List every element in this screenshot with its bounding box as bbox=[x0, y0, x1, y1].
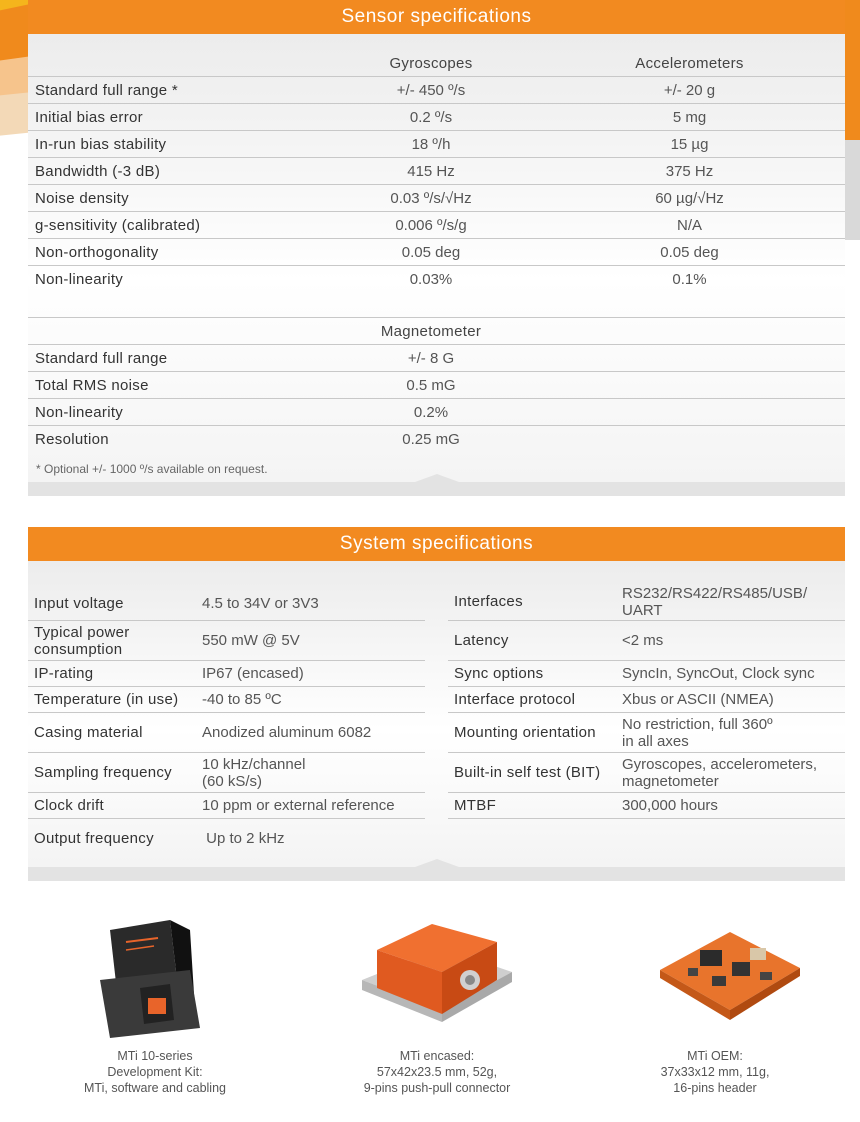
magnetometer-header-row bbox=[28, 318, 845, 345]
table-row: Mounting orientation No restriction, full 360º in all axes bbox=[448, 713, 845, 753]
sensor-table bbox=[28, 34, 845, 482]
product-gallery bbox=[0, 905, 860, 1105]
edge-decoration bbox=[844, 0, 860, 240]
encased-image bbox=[322, 910, 552, 1040]
product-oem bbox=[600, 910, 830, 1096]
table-row: Interface protocol Xbus or ASCII (NMEA) bbox=[448, 687, 845, 713]
product-caption: MTi 10-series Development Kit: MTi, software and cabling bbox=[84, 1049, 226, 1095]
dev-kit-image bbox=[40, 910, 270, 1040]
table-row: Non-linearity 0.2% bbox=[28, 399, 845, 426]
system-table bbox=[28, 561, 845, 867]
table-row: Total RMS noise 0.5 mG bbox=[28, 372, 845, 399]
product-dev-kit bbox=[40, 910, 270, 1096]
table-row: Latency <2 ms bbox=[448, 621, 845, 661]
table-row: Non-orthogonality 0.05 deg 0.05 deg bbox=[28, 239, 845, 266]
oem-image bbox=[600, 910, 830, 1040]
table-row: Initial bias error 0.2 º/s 5 mg bbox=[28, 104, 845, 131]
table-row: Input voltage 4.5 to 34V or 3V3 bbox=[28, 573, 425, 621]
system-title: System specifications bbox=[28, 527, 845, 561]
table-row: In-run bias stability 18 º/h 15 µg bbox=[28, 131, 845, 158]
table-row: Standard full range * +/- 450 º/s +/- 20 g bbox=[28, 77, 845, 104]
table-row: Standard full range +/- 8 G bbox=[28, 345, 845, 372]
table-row: Non-linearity 0.03% 0.1% bbox=[35, 270, 707, 288]
table-row: g-sensitivity (calibrated) 0.006 º/s/g N/A bbox=[28, 212, 845, 239]
table-row: Built-in self test (BIT) Gyroscopes, accelerometers, magnetometer bbox=[448, 753, 845, 793]
table-row: Resolution 0.25 mG bbox=[35, 430, 460, 448]
section-footer-band bbox=[28, 867, 845, 881]
table-row: Noise density 0.03 º/s/√Hz 60 µg/√Hz bbox=[28, 185, 845, 212]
table-row: Interfaces RS232/RS422/RS485/USB/ UART bbox=[448, 573, 845, 621]
table-row: MTBF 300,000 hours bbox=[448, 793, 845, 819]
system-right-column bbox=[448, 573, 845, 857]
acc-column-header: Accelerometers bbox=[635, 54, 744, 72]
table-row: IP-rating IP67 (encased) bbox=[28, 661, 425, 687]
table-row: Casing material Anodized aluminum 6082 bbox=[28, 713, 425, 753]
table-row: Sync options SyncIn, SyncOut, Clock sync bbox=[448, 661, 845, 687]
footnote: * Optional +/- 1000 º/s available on request. bbox=[36, 462, 268, 476]
sensor-specifications bbox=[28, 0, 845, 496]
table-row: Clock drift 10 ppm or external reference bbox=[28, 793, 425, 819]
sensor-header-row bbox=[28, 50, 845, 77]
gyro-column-header: Gyroscopes bbox=[389, 54, 473, 72]
table-row: Bandwidth (-3 dB) 415 Hz 375 Hz bbox=[28, 158, 845, 185]
corner-decoration bbox=[0, 0, 28, 170]
product-caption: MTi OEM: 37x33x12 mm, 11g, 16-pins header bbox=[660, 1049, 770, 1095]
product-caption: MTi encased: 57x42x23.5 mm, 52g, 9-pins push-pull connector bbox=[363, 1049, 511, 1095]
sensor-title: Sensor specifications bbox=[28, 0, 845, 34]
table-row: Output frequency Up to 2 kHz bbox=[34, 829, 285, 847]
magnetometer-column-header: Magnetometer bbox=[380, 322, 482, 340]
table-row: Sampling frequency 10 kHz/channel (60 kS/s) bbox=[28, 753, 425, 793]
system-specifications bbox=[28, 527, 845, 881]
section-footer-band bbox=[28, 482, 845, 496]
table-row: Temperature (in use) -40 to 85 ºC bbox=[28, 687, 425, 713]
table-row: Typical power consumption 550 mW @ 5V bbox=[28, 621, 425, 661]
product-encased bbox=[322, 910, 552, 1096]
system-left-column bbox=[28, 573, 425, 857]
